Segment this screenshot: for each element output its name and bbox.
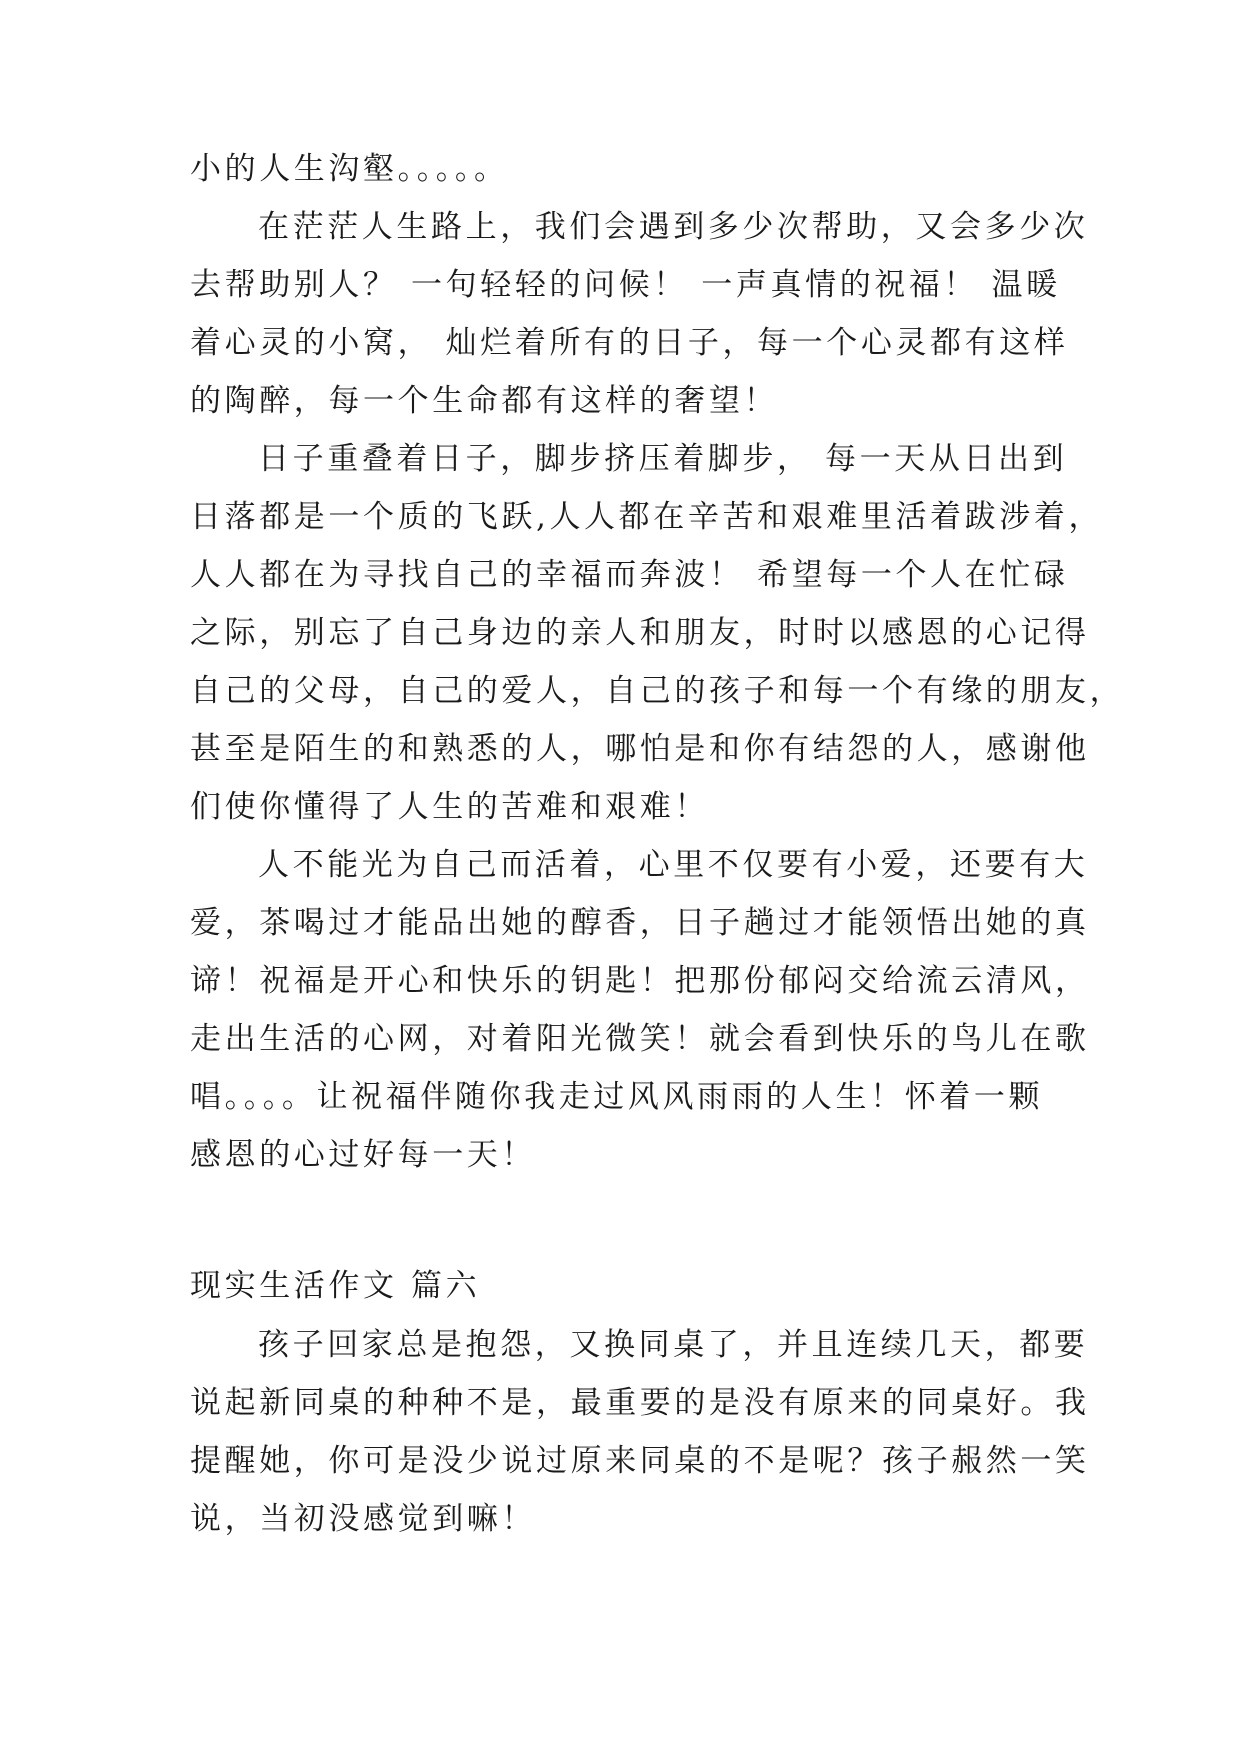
text-line: 日子重叠着日子，脚步挤压着脚步， 每一天从日出到 [258,441,1068,477]
text-line: 自己的父母，自己的爱人，自己的孩子和每一个有缘的朋友， [190,673,1125,709]
text-line: 唱。。。。让祝福伴随你我走过风风雨雨的人生！怀着一颗 [190,1079,1044,1115]
text-line: 人不能光为自己而活着，心里不仅要有小爱，还要有大 [258,847,1089,883]
text-line: 甚至是陌生的和熟悉的人，哪怕是和你有结怨的人，感谢他 [190,731,1090,767]
text-line: 谛！祝福是开心和快乐的钥匙！把那份郁闷交给流云清风， [190,963,1090,999]
text-line: 爱，茶喝过才能品出她的醇香，日子趟过才能领悟出她的真 [190,905,1090,941]
text-line: 小的人生沟壑。。。。。 [190,151,509,187]
text-line: 日落都是一个质的飞跃,人人都在辛苦和艰难里活着跋涉着， [190,499,1104,535]
text-line: 之际，别忘了自己身边的亲人和朋友，时时以感恩的心记得 [190,615,1090,651]
text-line: 走出生活的心网，对着阳光微笑！就会看到快乐的鸟儿在歌 [190,1021,1090,1057]
text-line: 感恩的心过好每一天！ [190,1137,536,1173]
essay-body-part-2 [190,1316,1090,1548]
text-line: 说起新同桌的种种不是，最重要的是没有原来的同桌好。我 [190,1385,1090,1421]
essay-body-part-1 [190,140,1125,1184]
text-line: 提醒她，你可是没少说过原来同桌的不是呢？孩子赧然一笑 [190,1443,1090,1479]
text-line: 人人都在为寻找自己的幸福而奔波！ 希望每一个人在忙碌 [190,557,1069,593]
section-heading: 现实生活作文 篇六 [190,1268,481,1304]
text-line: 孩子回家总是抱怨，又换同桌了，并且连续几天，都要 [258,1327,1089,1363]
text-line: 说，当初没感觉到嘛！ [190,1501,536,1537]
text-line: 着心灵的小窝， 灿烂着所有的日子，每一个心灵都有这样 [190,325,1069,361]
text-line: 的陶醉，每一个生命都有这样的奢望！ [190,383,779,419]
text-line: 在茫茫人生路上，我们会遇到多少次帮助，又会多少次 [258,209,1089,245]
text-line: 们使你懂得了人生的苦难和艰难！ [190,789,709,825]
text-line: 去帮助别人？ 一句轻轻的问候！ 一声真情的祝福！ 温暖 [190,267,1061,303]
